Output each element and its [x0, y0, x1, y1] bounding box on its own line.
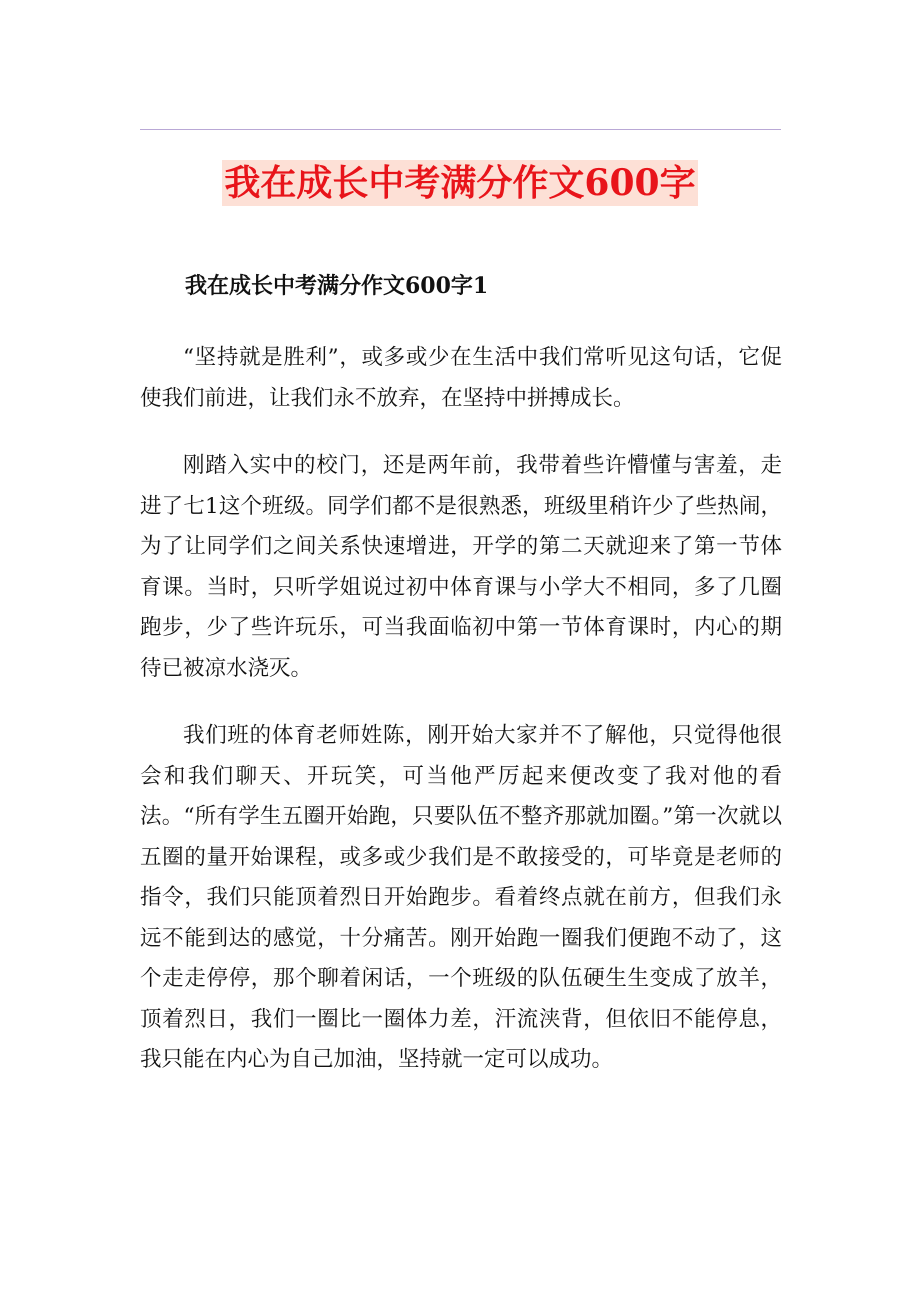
page-title: 我在成长中考满分作文600字: [224, 162, 696, 204]
header-rule: [140, 129, 781, 130]
article-body: [140, 338, 782, 1108]
paragraph-2: 刚踏入实中的校门，还是两年前，我带着些许懵懂与害羞，走进了七1这个班级。同学们都不是很熟悉，班级里稍许少了些热闹，为了让同学们之间关系快速增进，开学的第二天就迎来了第一节体育课。当时，只听学姐说过初中体育课与小学大不相同，多了几圈跑步，少了些许玩乐，可当我面临初中第一节体育课时，内心的期待已被凉水浇灭。: [140, 453, 782, 681]
paragraph-3: 我们班的体育老师姓陈，刚开始大家并不了解他，只觉得他很会和我们聊天、开玩笑，可当他严厉起来便改变了我对他的看法。“所有学生五圈开始跑，只要队伍不整齐那就加圈。”第一次就以五圈的量开始课程，或多或少我们是不敢接受的，可毕竟是老师的指令，我们只能顶着烈日开始跑步。看着终点就在前方，但我们永远不能到达的感觉，十分痛苦。刚开始跑一圈我们便跑不动了，这个走走停停，那个聊着闲话，一个班级的队伍硬生生变成了放羊，顶着烈日，我们一圈比一圈体力差，汗流浃背，但依旧不能停息，我只能在内心为自己加油，坚持就一定可以成功。: [140, 723, 782, 1072]
paragraph-1: “坚持就是胜利”，或多或少在生活中我们常听见这句话，它促使我们前进，让我们永不放弃，在坚持中拼搏成长。: [140, 345, 782, 411]
title-container: [0, 160, 920, 206]
section-heading: 我在成长中考满分作文600字1: [185, 273, 489, 299]
